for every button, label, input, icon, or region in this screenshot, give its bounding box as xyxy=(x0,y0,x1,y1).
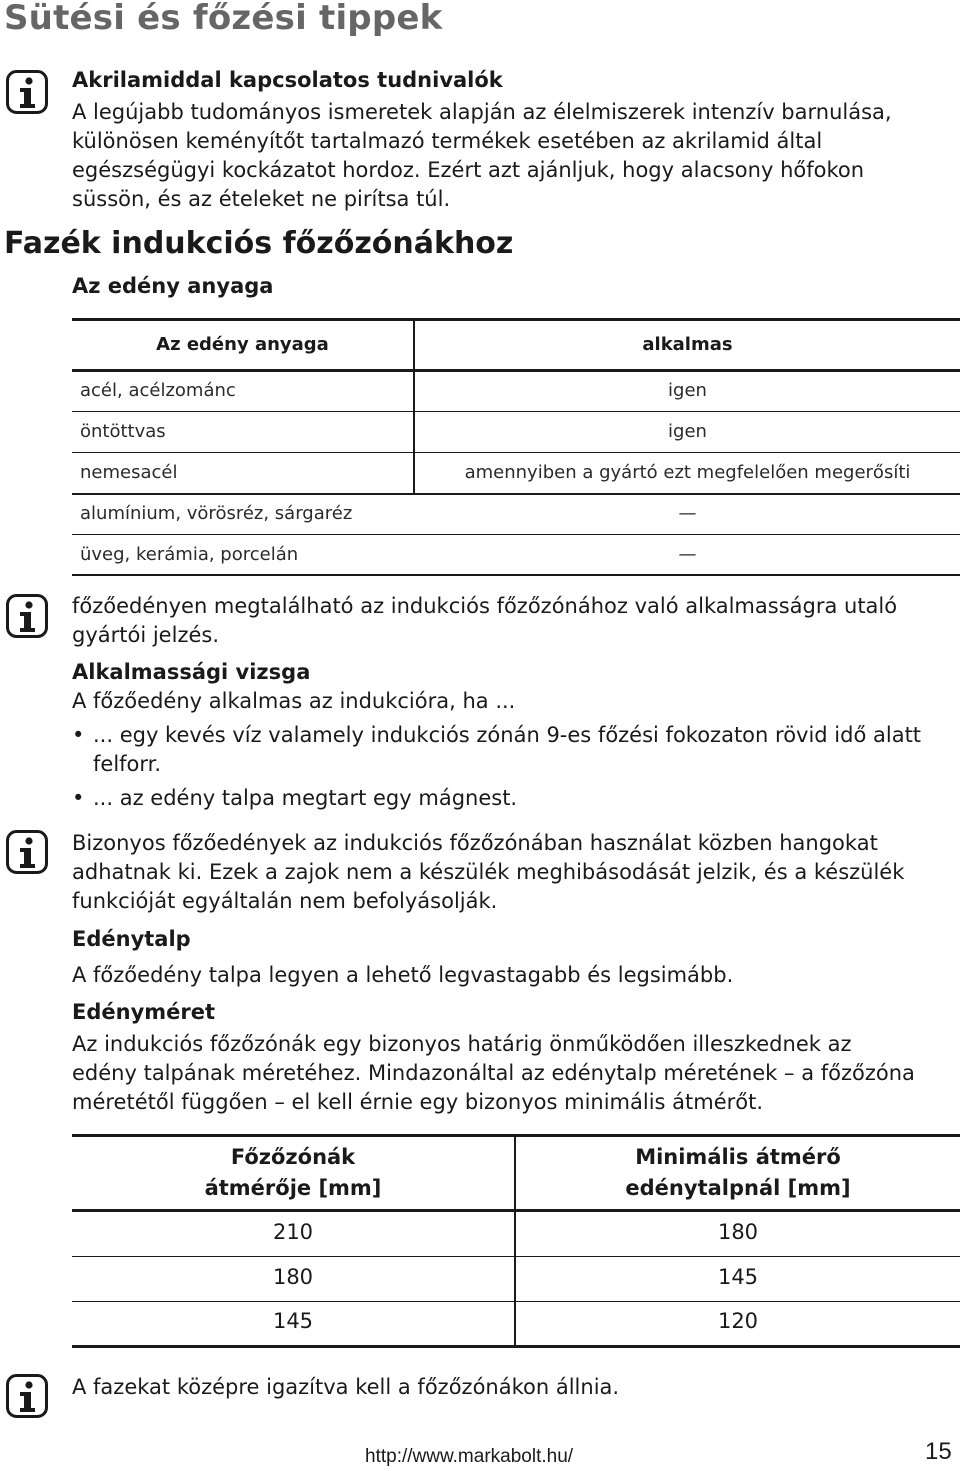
table-cell: 120 xyxy=(717,1309,759,1333)
bullet-dot: • xyxy=(72,786,85,810)
table-cell: alumínium, vörösréz, sárgaréz xyxy=(80,503,353,524)
note-noise-line: funkcióját egyáltalán nem befolyásolják. xyxy=(72,889,498,913)
table-row-rule xyxy=(72,1301,960,1302)
bullet-dot: • xyxy=(72,723,85,747)
page-number: 15 xyxy=(925,1438,952,1465)
material-subheading: Az edény anyaga xyxy=(72,274,274,298)
suitability-intro: A főzőedény alkalmas az indukcióra, ha ... xyxy=(72,689,516,713)
suitability-heading: Alkalmassági vizsga xyxy=(72,660,311,684)
acrylamide-line: süssön, és az ételeket ne pirítsa túl. xyxy=(72,187,451,211)
note-noise-line: Bizonyos főzőedények az indukciós főzőzónában használat közben hangokat xyxy=(72,831,878,855)
table-row-rule xyxy=(72,411,960,412)
table-header-suitable: alkalmas xyxy=(642,334,733,355)
table-bottom-rule xyxy=(72,1345,960,1348)
page-title: Sütési és főzési tippek xyxy=(4,0,443,38)
table-cell: 145 xyxy=(272,1309,314,1333)
note-center: A fazekat középre igazítva kell a főzőzónákon állnia. xyxy=(72,1375,620,1399)
table-top-rule xyxy=(72,318,960,321)
acrylamide-heading: Akrilamiddal kapcsolatos tudnivalók xyxy=(72,68,503,92)
note-marking-line: főzőedényen megtalálható az indukciós főzőzónához való alkalmasságra utaló xyxy=(72,594,898,618)
bullet-text: ... egy kevés víz valamely indukciós zónán 9-es főzési fokozaton rövid idő alatt xyxy=(93,723,922,747)
table-cell: acél, acélzománc xyxy=(80,380,236,401)
note-marking-line: gyártói jelzés. xyxy=(72,623,219,647)
table-cell: amennyiben a gyártó ezt megfelelően megerősíti xyxy=(464,462,911,483)
bullet-text: felforr. xyxy=(93,752,162,776)
table-header-line: Főzőzónák xyxy=(230,1145,356,1169)
table-row-rule xyxy=(72,534,960,535)
size-line: edény talpának méretéhez. Mindazonáltal az edénytalp méretének – a főzőzóna xyxy=(72,1061,915,1085)
table-top-rule xyxy=(72,1134,960,1137)
table-bottom-rule xyxy=(72,574,960,576)
table-cell: igen xyxy=(668,380,707,401)
table-cell: — xyxy=(678,544,697,565)
table-header-zone xyxy=(72,1142,514,1204)
table-cell: 180 xyxy=(717,1220,759,1244)
acrylamide-line: egészségügyi kockázatot hordoz. Ezért azt ajánljuk, hogy alacsony hőfokon xyxy=(72,158,865,182)
footer-url[interactable]: http://www.markabolt.hu/ xyxy=(365,1446,574,1467)
acrylamide-line: A legújabb tudományos ismeretek alapján az élelmiszerek intenzív barnulása, xyxy=(72,100,892,124)
table-header-line: Minimális átmérő xyxy=(635,1145,841,1169)
info-icon xyxy=(6,594,48,638)
table-header-line: edénytalpnál [mm] xyxy=(625,1176,851,1200)
table-row-rule xyxy=(72,1256,960,1257)
table-header-material: Az edény anyaga xyxy=(156,334,329,355)
size-line: Az indukciós főzőzónák egy bizonyos határig önműködően illeszkednek az xyxy=(72,1032,852,1056)
table-cell: 210 xyxy=(272,1220,314,1244)
table-cell: — xyxy=(678,503,697,524)
info-icon xyxy=(6,70,48,114)
table-row-rule xyxy=(72,452,960,453)
acrylamide-line: különösen keményítőt tartalmazó termékek esetében az akrilamid által xyxy=(72,129,823,153)
table-header-min-diameter xyxy=(516,1142,960,1204)
note-noise-line: adhatnak ki. Ezek a zajok nem a készülék meghibásodását jelzik, és a készülék xyxy=(72,860,905,884)
section-title: Fazék indukciós főzőzónákhoz xyxy=(4,226,514,261)
base-heading: Edénytalp xyxy=(72,927,191,951)
bullet-text: ... az edény talpa megtart egy mágnest. xyxy=(93,786,518,810)
table-cell: 145 xyxy=(717,1265,759,1289)
table-cell: üveg, kerámia, porcelán xyxy=(80,544,299,565)
info-icon xyxy=(6,830,48,874)
table-cell: nemesacél xyxy=(80,462,178,483)
size-heading: Edényméret xyxy=(72,1000,216,1024)
table-cell: igen xyxy=(668,421,707,442)
base-text: A főzőedény talpa legyen a lehető legvastagabb és legsimább. xyxy=(72,963,734,987)
table-header-rule xyxy=(72,1209,960,1212)
table-header-rule xyxy=(72,369,960,372)
table-row-rule xyxy=(72,493,960,495)
table-cell: öntöttvas xyxy=(80,421,166,442)
table-cell: 180 xyxy=(272,1265,314,1289)
size-line: méretétől függően – el kell érnie egy bizonyos minimális átmérőt. xyxy=(72,1090,764,1114)
table-header-line: átmérője [mm] xyxy=(204,1176,382,1200)
info-icon xyxy=(6,1374,48,1418)
